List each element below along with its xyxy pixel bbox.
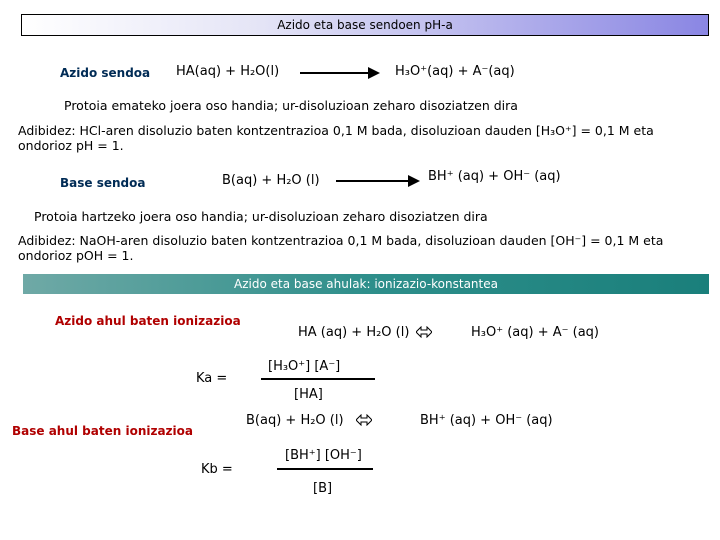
- ka-numerator: [H₃O⁺] [A⁻]: [268, 359, 341, 374]
- banner-strong: [21, 14, 709, 36]
- strong-base-products: BH⁺ (aq) + OH⁻ (aq): [428, 169, 561, 184]
- banner-title: Azido eta base sendoen pH-a: [277, 18, 453, 32]
- strong-base-description: Protoia hartzeko joera oso handia; ur-disoluzioan zeharo disoziatzen dira: [34, 209, 488, 224]
- weak-base-label: Base ahul baten ionizazioa: [12, 424, 193, 438]
- strong-base-label: Base sendoa: [60, 176, 146, 190]
- kb-denominator: [B]: [313, 481, 333, 496]
- strong-base-reactants: B(aq) + H₂O (l): [222, 173, 320, 188]
- weak-acid-label: Azido ahul baten ionizazioa: [55, 314, 241, 328]
- strong-acid-example: Adibidez: HCl-aren disoluzio baten kontzentrazioa 0,1 M bada, disoluzioan dauden [H₃O⁺] = 0,1 M eta ondorioz pH = 1.: [18, 123, 654, 153]
- right-arrow-icon: [336, 174, 420, 188]
- weak-acid-products: H₃O⁺ (aq) + A⁻ (aq): [471, 325, 599, 340]
- double-arrow-icon: [356, 414, 372, 426]
- kb-numerator: [BH⁺] [OH⁻]: [285, 448, 362, 463]
- kb-fraction-line: [277, 468, 373, 470]
- strong-acid-description: Protoia emateko joera oso handia; ur-disoluzioan zeharo disoziatzen dira: [64, 98, 518, 113]
- weak-acid-reactants: HA (aq) + H₂O (l): [298, 325, 410, 340]
- ka-fraction-line: [261, 378, 375, 380]
- kb-label: Kb =: [201, 462, 233, 477]
- weak-base-reactants: B(aq) + H₂O (l): [246, 413, 344, 428]
- weak-base-products: BH⁺ (aq) + OH⁻ (aq): [420, 413, 553, 428]
- ka-denominator: [HA]: [294, 387, 323, 402]
- banner-weak: [23, 274, 709, 294]
- ka-label: Ka =: [196, 371, 228, 386]
- double-arrow-icon: [416, 326, 432, 338]
- strong-acid-reactants: HA(aq) + H₂O(l): [176, 64, 280, 79]
- banner2-title: Azido eta base ahulak: ionizazio-konstantea: [234, 277, 498, 291]
- strong-acid-label: Azido sendoa: [60, 66, 151, 80]
- strong-acid-products: H₃O⁺(aq) + A⁻(aq): [395, 64, 515, 79]
- strong-base-example: Adibidez: NaOH-aren disoluzio baten kontzentrazioa 0,1 M bada, disoluzioan dauden [OH⁻] = 0,1 M eta ondorioz pOH = 1.: [18, 233, 664, 263]
- right-arrow-icon: [300, 66, 380, 80]
